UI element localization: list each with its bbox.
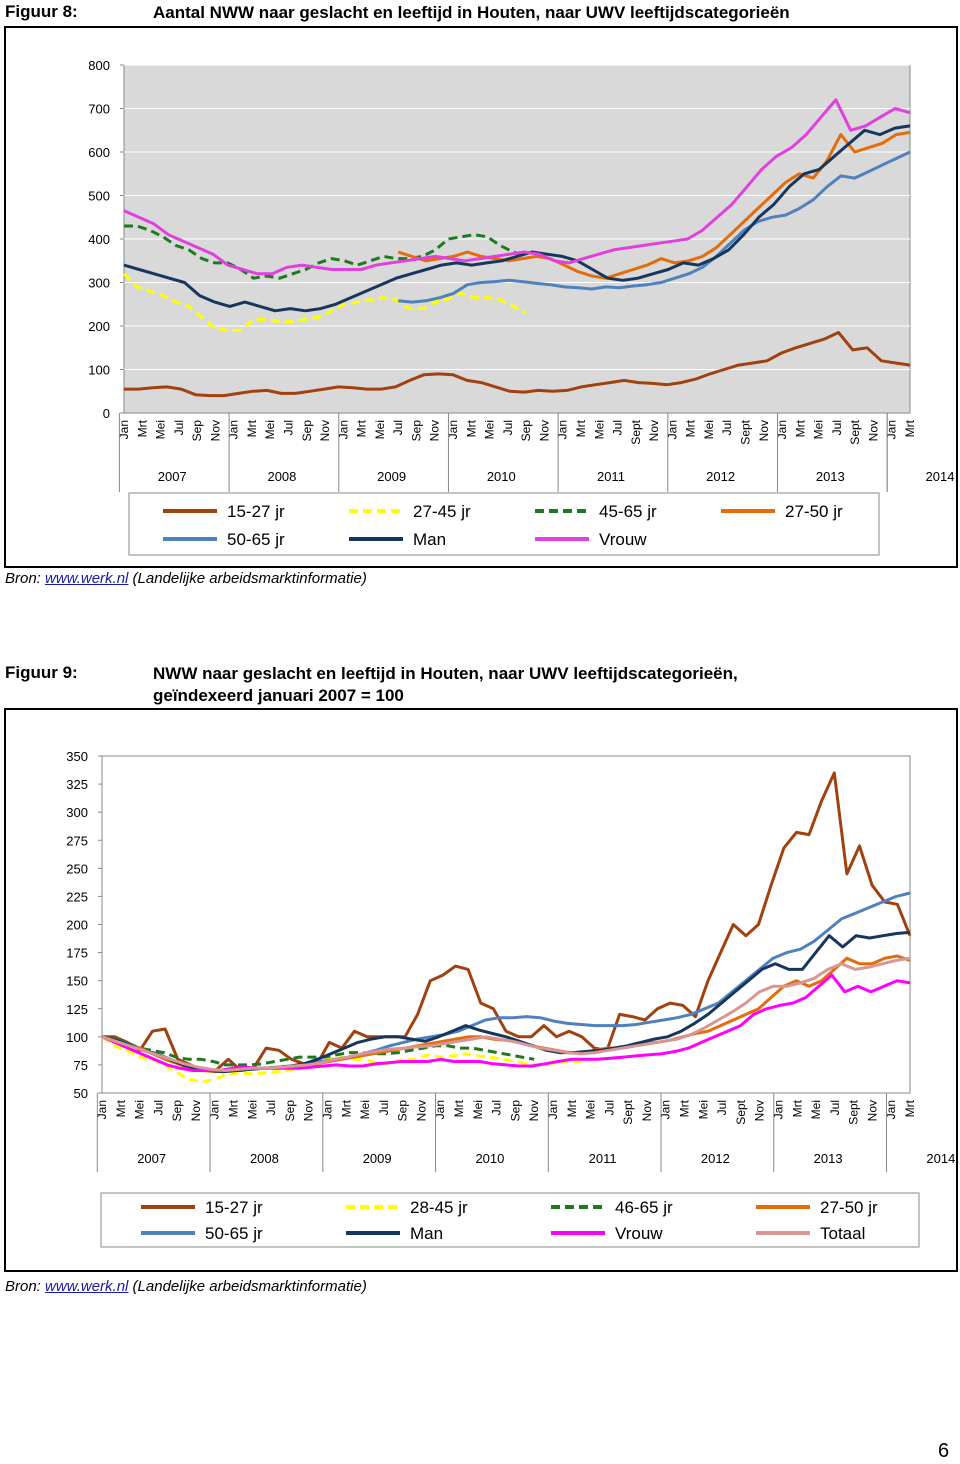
year-label: 2010 — [486, 469, 516, 484]
y-tick-label: 100 — [88, 362, 110, 378]
x-tick-label: Mrt — [464, 420, 479, 438]
x-tick-label: Mei — [358, 1100, 373, 1120]
x-tick-label: Sep — [170, 1100, 185, 1122]
x-tick-label: Jul — [171, 420, 186, 436]
y-tick-label: 325 — [66, 777, 88, 793]
year-label: 2011 — [596, 469, 625, 484]
x-tick-label: Jan — [658, 1100, 673, 1120]
year-label: 2007 — [157, 469, 187, 484]
x-tick-label: Jan — [545, 1100, 560, 1120]
legend-label: 15-27 jr — [205, 1198, 263, 1217]
y-tick-label: 600 — [88, 145, 110, 160]
y-tick-label: 300 — [66, 805, 88, 821]
x-tick-label: Jul — [715, 1100, 730, 1116]
x-tick-label: Jul — [151, 1100, 166, 1116]
y-tick-label: 150 — [66, 973, 88, 989]
x-tick-label: Jan — [95, 1100, 109, 1120]
x-tick-label: Nov — [318, 420, 333, 442]
x-tick-label: Mrt — [135, 420, 150, 438]
x-tick-label: Nov — [639, 1100, 654, 1122]
x-tick-label: Mrt — [113, 1100, 128, 1118]
x-tick-label: Jul — [602, 1100, 617, 1116]
y-tick-label: 275 — [66, 833, 88, 849]
x-tick-label: Jan — [665, 420, 680, 440]
legend-label: 27-50 jr — [820, 1198, 878, 1217]
x-tick-label: Sep — [519, 420, 534, 442]
x-tick-label: Mrt — [790, 1100, 805, 1118]
x-tick-label: Jul — [720, 420, 735, 436]
x-tick-label: Sep — [282, 1100, 297, 1122]
x-tick-label: Jul — [489, 1100, 504, 1116]
year-label: 2012 — [706, 469, 736, 484]
x-tick-label: Mrt — [244, 420, 259, 438]
x-tick-label: Nov — [208, 420, 223, 442]
legend-label: Man — [413, 530, 447, 549]
figure-8-title: Aantal NWW naar geslacht en leeftijd in Houten, naar UWV leeftijdscategorieën — [153, 3, 790, 22]
x-tick-label: Jan — [433, 1100, 448, 1120]
x-tick-label: Nov — [188, 1100, 203, 1122]
figure-9-title-line-2: geïndexeerd januari 2007 = 100 — [153, 686, 404, 705]
x-tick-label: Jan — [446, 420, 461, 440]
y-tick-label: 800 — [88, 58, 110, 73]
figure-8-frame — [4, 26, 958, 568]
y-tick-label: 300 — [88, 275, 110, 291]
y-tick-label: 125 — [66, 1001, 88, 1017]
year-label: 2011 — [588, 1151, 617, 1166]
y-tick-label: 175 — [66, 945, 88, 961]
y-tick-label: 200 — [66, 917, 88, 933]
x-tick-label: Jan — [226, 420, 241, 440]
y-tick-label: 200 — [88, 319, 110, 334]
legend-label: Vrouw — [599, 530, 647, 549]
year-label: 2013 — [813, 1151, 843, 1166]
year-label: 2007 — [137, 1151, 167, 1166]
page-number: 6 — [938, 1440, 950, 1462]
x-tick-label: Mrt — [226, 1100, 241, 1118]
y-tick-label: 350 — [66, 749, 88, 764]
legend-label: 50-65 jr — [227, 530, 285, 549]
year-label: 2014 — [926, 1151, 956, 1166]
x-tick-label: Sep — [299, 420, 314, 442]
x-tick-label: Nov — [756, 420, 771, 442]
x-tick-label: Mei — [592, 420, 607, 440]
y-tick-label: 75 — [73, 1057, 88, 1073]
year-label: 2014 — [925, 469, 955, 484]
x-tick-label: Jan — [884, 420, 899, 440]
x-tick-label: Mei — [811, 420, 826, 440]
x-tick-label: Nov — [752, 1100, 767, 1122]
y-tick-label: 50 — [73, 1086, 88, 1101]
legend-label: 28-45 jr — [410, 1198, 468, 1217]
x-tick-label: Sept — [738, 420, 753, 445]
legend-label: 27-45 jr — [413, 502, 471, 521]
x-tick-label: Nov — [427, 420, 442, 442]
x-tick-label: Nov — [647, 420, 662, 442]
x-tick-label: Mei — [263, 420, 278, 440]
x-tick-label: Mei — [482, 420, 497, 440]
y-tick-label: 0 — [102, 406, 110, 421]
x-tick-label: Jul — [281, 420, 296, 436]
x-tick-label: Mei — [701, 420, 716, 440]
x-tick-label: Mei — [245, 1100, 260, 1120]
legend-label: 45-65 jr — [599, 502, 657, 521]
x-tick-label: Jul — [391, 420, 406, 436]
figure-9-frame — [4, 708, 958, 1272]
x-tick-label: Mrt — [793, 420, 808, 438]
y-tick-label: 400 — [88, 232, 110, 247]
x-tick-label: Jul — [827, 1100, 842, 1116]
figure-9-source-text: (Landelijke arbeidsmarktinformatie) — [128, 1278, 367, 1295]
year-label: 2009 — [362, 1151, 392, 1166]
x-tick-label: Nov — [866, 420, 881, 442]
x-tick-label: Mrt — [677, 1100, 692, 1118]
figure-9-title — [153, 663, 738, 707]
figure-8-source-text: (Landelijke arbeidsmarktinformatie) — [128, 570, 367, 587]
year-label: 2008 — [267, 469, 297, 484]
x-tick-label: Mei — [809, 1100, 824, 1120]
y-tick-label: 500 — [88, 188, 110, 204]
year-label: 2009 — [377, 469, 407, 484]
x-tick-label: Sep — [409, 420, 424, 442]
x-tick-label: Jan — [117, 420, 131, 440]
x-tick-label: Nov — [537, 420, 552, 442]
x-tick-label: Jan — [320, 1100, 335, 1120]
x-tick-label: Mei — [153, 420, 168, 440]
x-tick-label: Nov — [414, 1100, 429, 1122]
x-tick-label: Jul — [500, 420, 515, 436]
x-tick-label: Mrt — [903, 420, 917, 438]
x-tick-label: Nov — [865, 1100, 880, 1122]
year-label: 2008 — [249, 1151, 279, 1166]
legend-label: Vrouw — [615, 1224, 663, 1243]
figure-9-label: Figuur 9: — [5, 663, 78, 682]
figure-9-source-link[interactable]: www.werk.nl — [45, 1278, 129, 1295]
year-label: 2013 — [815, 469, 845, 484]
legend-label: 46-65 jr — [615, 1198, 673, 1217]
x-tick-label: Sept — [848, 420, 863, 445]
y-tick-label: 225 — [66, 889, 88, 905]
x-tick-label: Mei — [583, 1100, 598, 1120]
x-tick-label: Jan — [336, 420, 351, 440]
figure-8-chart — [6, 28, 956, 566]
x-tick-label: Sep — [395, 1100, 410, 1122]
year-label: 2010 — [475, 1151, 505, 1166]
figure-8-source: Bron: www.werk.nl (Landelijke arbeidsmarktinformatie) — [5, 570, 367, 587]
x-tick-label: Jul — [610, 420, 625, 436]
x-tick-label: Sept — [628, 420, 643, 445]
x-tick-label: Mrt — [573, 420, 588, 438]
x-tick-label: Mei — [372, 420, 387, 440]
x-tick-label: Jan — [771, 1100, 786, 1120]
x-tick-label: Jan — [207, 1100, 222, 1120]
x-tick-label: Mrt — [452, 1100, 467, 1118]
x-tick-label: Nov — [301, 1100, 316, 1122]
legend-label: 50-65 jr — [205, 1224, 263, 1243]
x-tick-label: Mrt — [354, 420, 369, 438]
year-label: 2012 — [700, 1151, 730, 1166]
figure-8-source-link[interactable]: www.werk.nl — [45, 570, 129, 587]
legend-label: Man — [410, 1224, 444, 1243]
x-tick-label: Sept — [733, 1100, 748, 1125]
x-tick-label: Mrt — [564, 1100, 579, 1118]
legend-label: 15-27 jr — [227, 502, 285, 521]
x-tick-label: Jan — [775, 420, 790, 440]
x-tick-label: Mrt — [683, 420, 698, 438]
x-tick-label: Sep — [190, 420, 205, 442]
x-tick-label: Sep — [508, 1100, 523, 1122]
x-tick-label: Mrt — [903, 1100, 917, 1118]
figure-9-chart — [6, 710, 956, 1270]
figure-8-label: Figuur 8: — [5, 2, 78, 21]
plot-area — [102, 756, 910, 1093]
x-tick-label: Nov — [527, 1100, 542, 1122]
x-tick-label: Jul — [829, 420, 844, 436]
x-tick-label: Mei — [470, 1100, 485, 1120]
legend-label: Totaal — [820, 1224, 866, 1243]
figure-9-title-line-1: NWW naar geslacht en leeftijd in Houten, naar UWV leeftijdscategorieën, — [153, 664, 738, 683]
x-tick-label: Mrt — [339, 1100, 354, 1118]
x-tick-label: Sept — [846, 1100, 861, 1125]
y-tick-label: 100 — [66, 1029, 88, 1045]
x-tick-label: Jan — [884, 1100, 899, 1120]
y-tick-label: 700 — [88, 101, 110, 117]
x-tick-label: Sept — [621, 1100, 636, 1125]
x-tick-label: Jul — [264, 1100, 279, 1116]
x-tick-label: Mei — [132, 1100, 147, 1120]
legend-label: 27-50 jr — [785, 502, 843, 521]
x-tick-label: Mei — [696, 1100, 711, 1120]
y-tick-label: 250 — [66, 861, 88, 877]
figure-9-source: Bron: www.werk.nl (Landelijke arbeidsmarktinformatie) — [5, 1278, 367, 1295]
x-tick-label: Jan — [555, 420, 570, 440]
x-tick-label: Jul — [376, 1100, 391, 1116]
